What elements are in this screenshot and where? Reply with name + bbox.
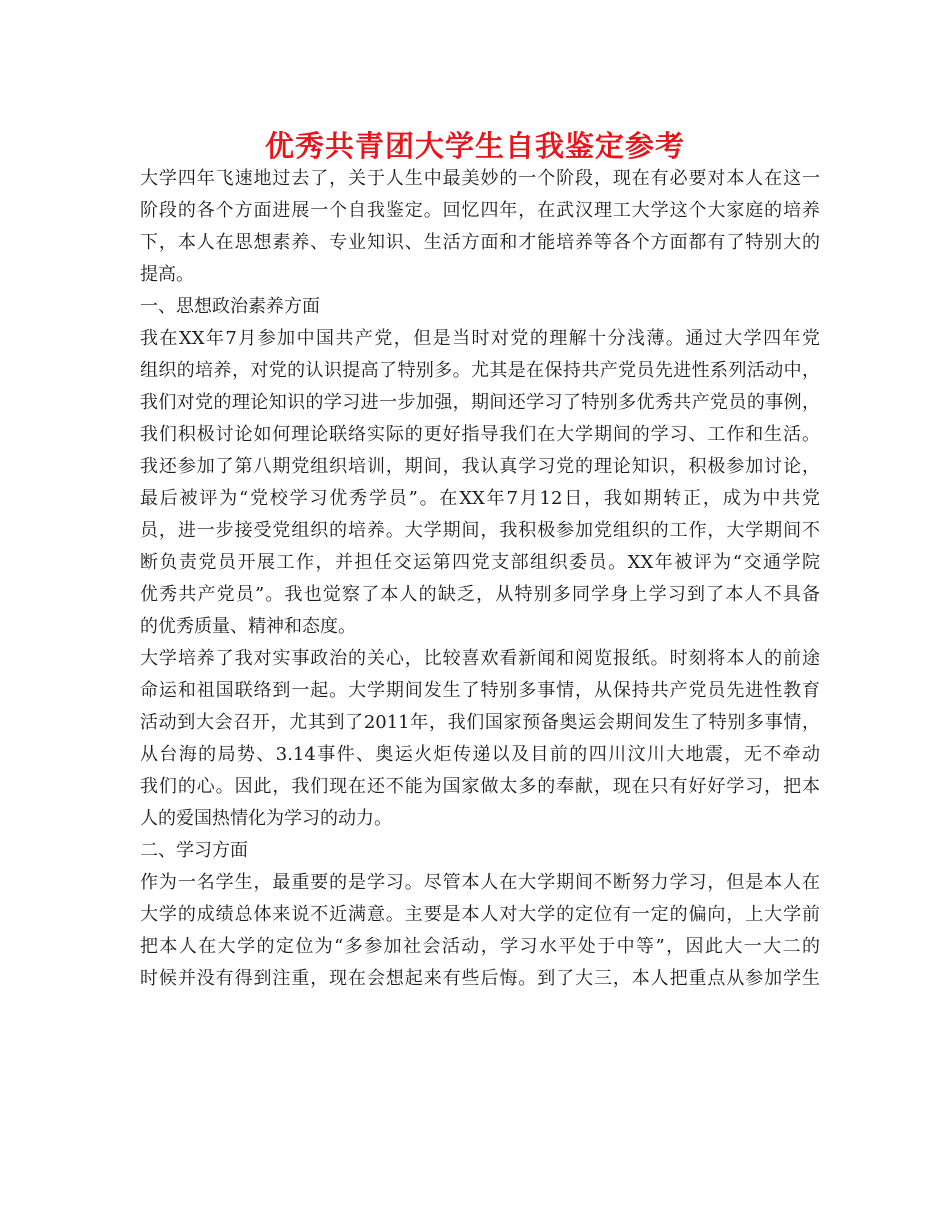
body-line: 二、学习方面 — [140, 840, 248, 861]
body-line: 我们对党的理论知识的学习进一步加强，期间还学习了特别多优秀共产党员的事例， — [140, 392, 820, 413]
body-line: 把本人在大学的定位为“多参加社会活动，学习水平处于中等”，因此大一大二的 — [140, 936, 820, 957]
body-line: 一、思想政治素养方面 — [140, 296, 320, 317]
body-line: 大学的成绩总体来说不近满意。主要是本人对大学的定位有一定的偏向，上大学前 — [140, 904, 820, 925]
body-line: 员，进一步接受党组织的培养。大学期间，我积极参加党组织的工作，大学期间不 — [140, 520, 820, 541]
body-line: 最后被评为“党校学习优秀学员”。在XX年7月12日，我如期转正，成为中共党 — [140, 488, 820, 509]
body-line: 的优秀质量、精神和态度。 — [140, 616, 356, 637]
body-line: 组织的培养，对党的认识提高了特别多。尤其是在保持共产党员先进性系列活动中， — [140, 360, 820, 381]
body-line: 优秀共产党员”。我也觉察了本人的缺乏，从特别多同学身上学习到了本人不具备 — [140, 584, 820, 605]
body-line: 我们积极讨论如何理论联络实际的更好指导我们在大学期间的学习、工作和生活。 — [140, 424, 820, 445]
body-line: 大学培养了我对实事政治的关心，比较喜欢看新闻和阅览报纸。时刻将本人的前途 — [140, 648, 820, 669]
body-line: 阶段的各个方面进展一个自我鉴定。回忆四年，在武汉理工大学这个大家庭的培养 — [140, 200, 820, 221]
body-line: 作为一名学生，最重要的是学习。尽管本人在大学期间不断努力学习，但是本人在 — [140, 872, 820, 893]
body-line: 我们的心。因此，我们现在还不能为国家做太多的奉献，现在只有好好学习，把本 — [140, 776, 820, 797]
body-line: 从台海的局势、3.14事件、奥运火炬传递以及目前的四川汶川大地震，无不牵动 — [140, 744, 820, 765]
body-line: 断负责党员开展工作，并担任交运第四党支部组织委员。XX年被评为“交通学院 — [140, 552, 820, 573]
document-title: 优秀共青团大学生自我鉴定参考 — [264, 129, 685, 163]
body-line: 大学四年飞速地过去了，关于人生中最美妙的一个阶段，现在有必要对本人在这一 — [140, 168, 820, 189]
body-line: 下，本人在思想素养、专业知识、生活方面和才能培养等各个方面都有了特别大的 — [140, 232, 820, 253]
body-line: 命运和祖国联络到一起。大学期间发生了特别多事情，从保持共产党员先进性教育 — [140, 680, 820, 701]
document-body — [140, 163, 820, 995]
body-line: 活动到大会召开，尤其到了2011年，我们国家预备奥运会期间发生了特别多事情， — [140, 712, 820, 733]
body-line: 我还参加了第八期党组织培训，期间，我认真学习党的理论知识，积极参加讨论， — [140, 456, 820, 477]
body-line: 我在XX年7月参加中国共产党，但是当时对党的理解十分浅薄。通过大学四年党 — [140, 328, 820, 349]
body-line: 时候并没有得到注重，现在会想起来有些后悔。到了大三，本人把重点从参加学生 — [140, 968, 820, 989]
body-line: 人的爱国热情化为学习的动力。 — [140, 808, 392, 829]
body-line: 提高。 — [140, 264, 194, 285]
